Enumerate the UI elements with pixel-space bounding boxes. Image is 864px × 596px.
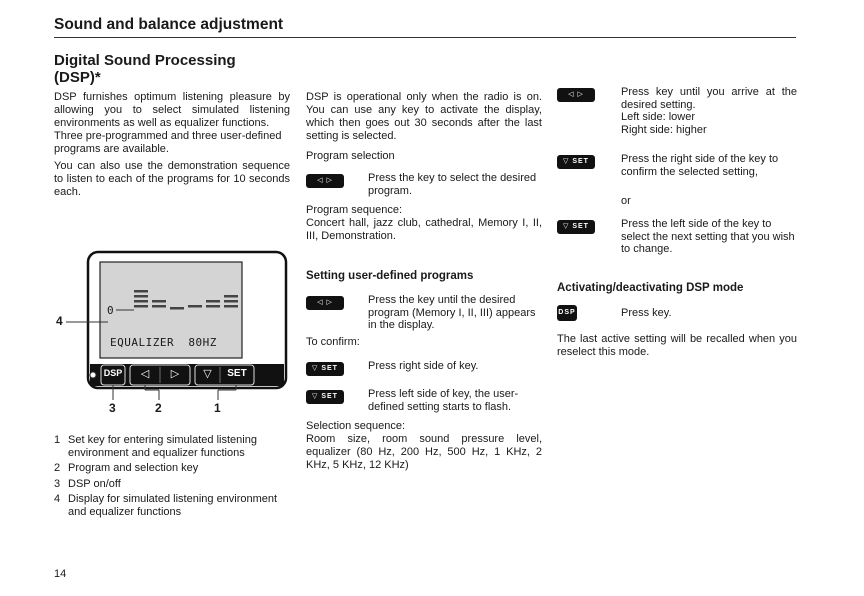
step-press-left: ▽ SET Press left side of key, the user-defined setting starts to flash. [306,388,542,418]
step-press-key: DSP Press key. [558,307,672,319]
section-title: Digital Sound Processing (DSP)* [54,52,236,86]
set-key-icon: ▽ SET [306,390,344,404]
set-button[interactable]: SET [227,368,247,379]
paragraph: DSP furnishes optimum listening pleasure by allowing you to select simulated listening environments as well as equalizer functions. [54,91,290,129]
dsp-button[interactable]: DSP [103,368,123,378]
list-item: 3 DSP on/off [54,477,121,490]
list-item: 1 Set key for entering simulated listening environment and equalizer functions [54,434,257,459]
step-select-program: ◁ ▷ Press the key to select the desired program. [306,172,542,204]
or-label: or [621,195,631,207]
col1-intro [54,91,290,199]
paragraph: Three pre-programmed and three user-defined programs are available. [54,130,282,155]
set-key-icon: ▽ SET [557,155,595,169]
dsp-figure [50,248,290,418]
arrow-key-icon: ◁ ▷ [557,88,595,102]
step-confirm: ▽ SET Press the right side of the key to confirm the selected setting, [557,153,797,185]
program-sequence: Program sequence: Concert hall, jazz club, cathedral, Memory I, II, III, Demonstration. [306,204,542,242]
page-header: Sound and balance adjustment [54,16,284,33]
setting-title: Setting user-defined programs [306,270,474,282]
callout-4: 4 [56,314,63,328]
list-item: 2 Program and selection key [54,462,199,474]
callout-3: 3 [109,401,116,415]
callout-1: 1 [214,401,221,415]
step-press-right: ▽ SET Press right side of key. [306,360,542,380]
step-next: ▽ SET Press the left side of the key to select the next setting that you wish to change. [557,218,797,262]
paragraph: You can also use the demonstration sequence to listen to each of the programs for 10 seconds each. [54,160,290,198]
display-zero: 0 [107,304,114,317]
callout-2: 2 [155,401,162,415]
arrow-key-icon: ◁ ▷ [306,296,344,310]
display-readout: EQUALIZER 80HZ [110,336,217,349]
to-confirm-label: To confirm: [306,336,360,348]
program-selection-label: Program selection [306,150,395,162]
page-number: 14 [54,568,67,580]
dsp-key-icon: DSP [557,305,577,321]
step-select-memory: ◁ ▷ Press the key until the desired program (Memory I, II, III) appears in the display. [306,294,542,342]
activating-title: Activating/deactivating DSP mode [557,282,744,294]
col2-intro: DSP is operational only when the radio is on. You can use any key to activate the display, which then goes out 30 seconds after the last setting is selected. [306,91,542,142]
last-active-note: The last active setting will be recalled when you reselect this mode. [557,333,797,358]
set-key-icon: ▽ SET [557,220,595,234]
down-arrow-icon[interactable]: ▽ [203,368,212,380]
arrow-right-icon[interactable]: ▷ [170,368,180,380]
list-item: 4 Display for simulated listening environment and equalizer functions [54,493,278,518]
arrow-key-icon: ◁ ▷ [306,174,344,188]
arrow-left-icon[interactable]: ◁ [140,368,150,380]
figure-legend [54,434,286,521]
header-rule [54,37,796,38]
selection-sequence: Selection sequence: Room size, room sound pressure level, equalizer (80 Hz, 200 Hz, 500 Hz, 1 KHz, 2 KHz, 5 KHz, 12 KHz) [306,420,542,471]
step-arrive: ◁ ▷ Press key until you arrive at the desired setting. Left side: lower Right side: higher [557,86,797,146]
set-key-icon: ▽ SET [306,362,344,376]
